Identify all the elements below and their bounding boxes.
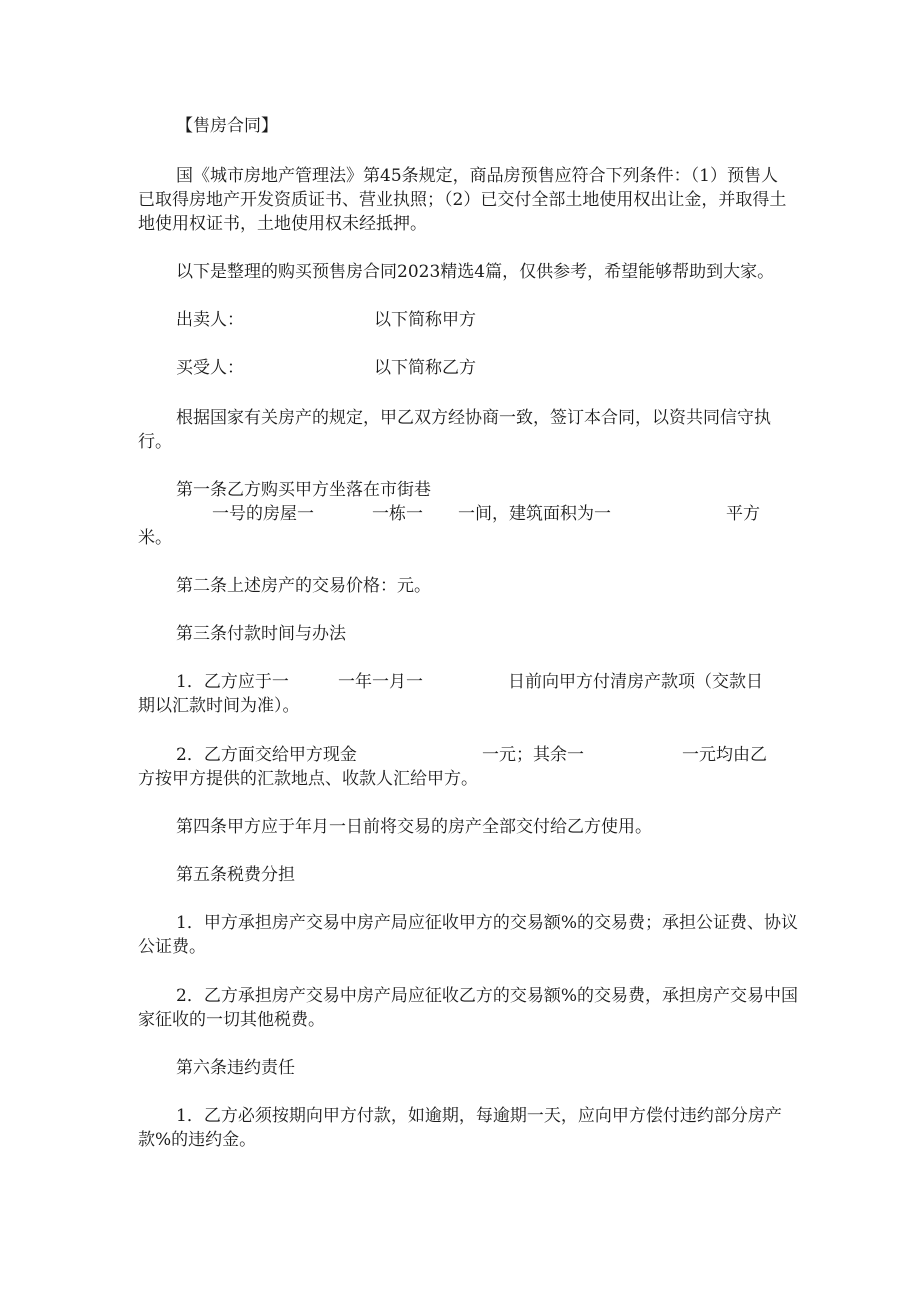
article-3-item-1-c: 日前向甲方付清房产款项（交款日	[508, 672, 763, 692]
article-5-item-2-line-2: 家征收的一切其他税费。	[138, 1010, 325, 1030]
intro-line-2: 已取得房地产开发资质证书、营业执照；（2）已交付全部土地使用权出让金，并取得土	[138, 190, 787, 210]
preface-paragraph: 以下是整理的购买预售房合同2023精选4篇，仅供参考，希望能够帮助到大家。	[176, 262, 775, 282]
basis-line-2: 行。	[138, 432, 172, 452]
article-3-item-1-line-2: 期以汇款时间为准）。	[138, 696, 300, 716]
intro-line-1: 国《城市房地产管理法》第45条规定，商品房预售应符合下列条件：（1）预售人	[176, 166, 778, 186]
intro-line-3: 地使用权证书，土地使用权未经抵押。	[138, 214, 427, 234]
buyer-label: 买受人：	[176, 358, 244, 378]
article-1-seg-b: 一栋一	[372, 504, 423, 524]
article-1-seg-c: 一间，建筑面积为一	[458, 504, 611, 524]
article-5-heading: 第五条税费分担	[176, 865, 295, 885]
article-3-item-2-c: 一元均由乙	[682, 745, 767, 765]
seller-label: 出卖人：	[176, 310, 244, 330]
document-title: 【售房合同】	[176, 116, 278, 136]
article-3-heading: 第三条付款时间与办法	[176, 624, 346, 644]
article-5-item-2-line-1: 2．乙方承担房产交易中房产局应征收乙方的交易额%的交易费，承担房产交易中国	[176, 986, 798, 1006]
article-3-item-2-a: 2．乙方面交给甲方现金	[176, 745, 357, 765]
article-1-seg-d: 平方	[726, 504, 760, 524]
buyer-value: 以下简称乙方	[374, 358, 476, 378]
article-5-item-1-line-1: 1．甲方承担房产交易中房产局应征收甲方的交易额%的交易费；承担公证费、协议	[176, 913, 798, 933]
article-6-heading: 第六条违约责任	[176, 1058, 295, 1078]
article-1-seg-a: 一号的房屋一	[212, 504, 314, 524]
article-5-item-1-line-2: 公证费。	[138, 937, 206, 957]
article-3-item-2-line-2: 方按甲方提供的汇款地点、收款人汇给甲方。	[138, 769, 478, 789]
article-2: 第二条上述房产的交易价格：元。	[176, 576, 431, 596]
article-6-item-1-line-2: 款%的违约金。	[138, 1130, 257, 1150]
seller-value: 以下简称甲方	[374, 310, 476, 330]
article-4: 第四条甲方应于年月一日前将交易的房产全部交付给乙方使用。	[176, 817, 652, 837]
basis-line-1: 根据国家有关房产的规定，甲乙双方经协商一致，签订本合同，以资共同信守执	[176, 408, 771, 428]
article-1-line-3: 米。	[138, 528, 172, 548]
article-3-item-2-b: 一元；其余一	[482, 745, 584, 765]
article-6-item-1-line-1: 1．乙方必须按期向甲方付款，如逾期，每逾期一天，应向甲方偿付违约部分房产	[176, 1106, 782, 1126]
article-1-line-1: 第一条乙方购买甲方坐落在市街巷	[176, 480, 431, 500]
article-3-item-1-b: 一年一月一	[338, 672, 423, 692]
article-3-item-1-a: 1．乙方应于一	[176, 672, 289, 692]
